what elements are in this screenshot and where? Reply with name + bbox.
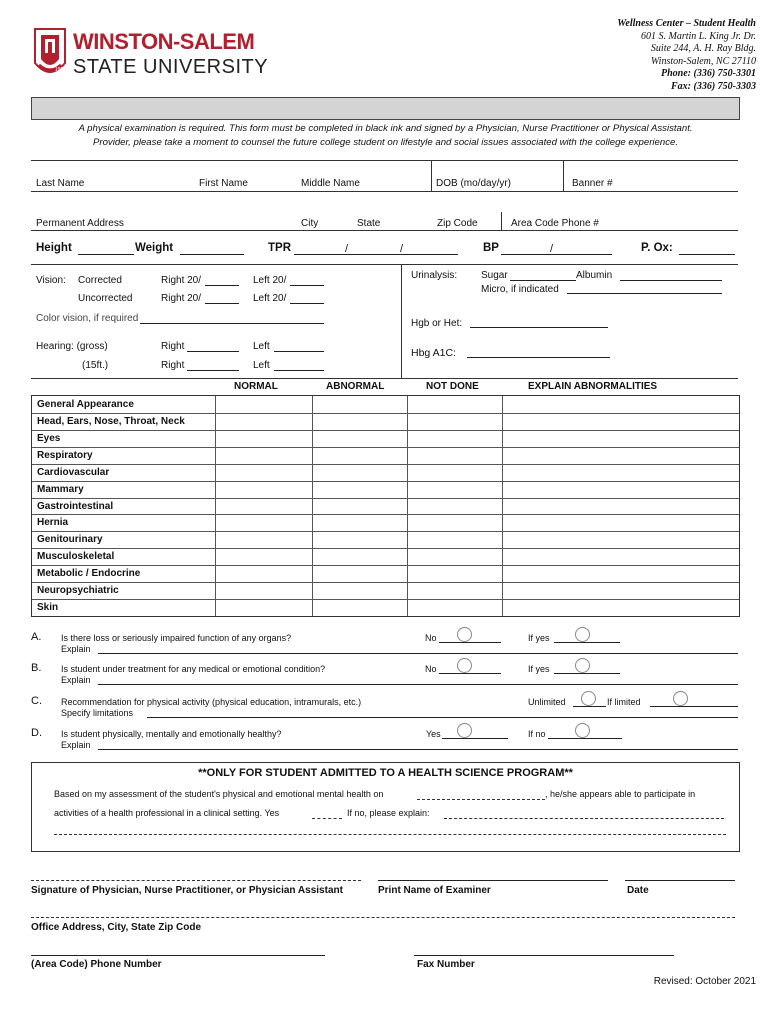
question-option-2-line bbox=[650, 706, 738, 707]
health-science-box bbox=[31, 762, 740, 852]
hearing-left-input[interactable] bbox=[274, 351, 324, 352]
address-street: 601 S. Martin L. King Jr. Dr. bbox=[640, 30, 756, 42]
hs-explain-input-2[interactable] bbox=[54, 834, 726, 835]
question-sub-label: Explain bbox=[61, 644, 91, 654]
address-suite: Suite 244, A. H. Ray Bldg. bbox=[650, 43, 756, 54]
color-vision-label: Color vision, if required bbox=[36, 313, 139, 324]
hearing-left-label: Left bbox=[253, 341, 270, 352]
question-option-2-radio[interactable] bbox=[575, 658, 590, 673]
question-option-2: If yes bbox=[528, 664, 550, 674]
not-done-cell[interactable] bbox=[408, 498, 501, 514]
vision-right-uncorrected-label: Right 20/ bbox=[161, 293, 202, 304]
university-logo bbox=[33, 25, 269, 85]
header-explain: EXPLAIN ABNORMALITIES bbox=[528, 381, 658, 392]
question-option-2: If limited bbox=[607, 697, 641, 707]
exam-row-label: Eyes bbox=[37, 432, 61, 444]
micro-label: Micro, if indicated bbox=[481, 284, 559, 295]
exam-table bbox=[31, 395, 740, 617]
normal-cell[interactable] bbox=[216, 430, 311, 446]
date-input[interactable] bbox=[625, 880, 735, 881]
question-text: Is student physically, mentally and emotionally healthy? bbox=[61, 729, 282, 739]
micro-input[interactable] bbox=[567, 293, 722, 294]
question-option-1-radio[interactable] bbox=[581, 691, 596, 706]
question-sub-label: Specify limitations bbox=[61, 708, 134, 718]
not-done-cell[interactable] bbox=[408, 413, 501, 429]
question-letter: D. bbox=[31, 727, 42, 739]
explain-cell[interactable] bbox=[503, 531, 738, 547]
not-done-cell[interactable] bbox=[408, 447, 501, 463]
explain-cell[interactable] bbox=[503, 565, 738, 581]
hearing-right-15ft-input[interactable] bbox=[187, 370, 239, 371]
office-address-label: Office Address, City, State Zip Code bbox=[31, 922, 202, 933]
abnormal-cell[interactable] bbox=[313, 498, 406, 514]
question-option-1: No bbox=[425, 633, 437, 643]
date-label: Date bbox=[627, 885, 649, 896]
height-label: Height bbox=[36, 242, 72, 254]
abnormal-cell[interactable] bbox=[313, 396, 406, 412]
exam-row-label: Hernia bbox=[37, 517, 69, 529]
vision-left-uncorrected-label: Left 20/ bbox=[253, 293, 287, 304]
exam-row-label: Metabolic / Endocrine bbox=[37, 568, 141, 580]
hs-line-1b: , he/she appears able to participate in bbox=[545, 789, 696, 799]
fax-number-input[interactable] bbox=[414, 955, 674, 956]
not-done-cell[interactable] bbox=[408, 481, 501, 497]
hs-line-2a: activities of a health professional in a clinical setting. Yes bbox=[54, 808, 280, 818]
explain-cell[interactable] bbox=[503, 548, 738, 564]
explain-cell[interactable] bbox=[503, 447, 738, 463]
normal-cell[interactable] bbox=[216, 548, 311, 564]
question-option-2-line bbox=[554, 673, 620, 674]
explain-cell[interactable] bbox=[503, 582, 738, 598]
abnormal-cell[interactable] bbox=[313, 413, 406, 429]
abnormal-cell[interactable] bbox=[313, 464, 406, 480]
print-name-input[interactable] bbox=[378, 880, 608, 881]
not-done-cell[interactable] bbox=[408, 464, 501, 480]
not-done-cell[interactable] bbox=[408, 565, 501, 581]
a1c-label: Hbg A1C: bbox=[411, 347, 456, 359]
vision-corrected-label: Corrected bbox=[78, 275, 122, 286]
intro-line-1: A physical examination is required. This form must be completed in black ink and signed by a Physician, Nurse Practitioner or Physical Assistant. bbox=[78, 123, 693, 134]
question-letter: B. bbox=[31, 662, 42, 674]
exam-row-label: Respiratory bbox=[37, 449, 93, 461]
exam-row-label: Gastrointestinal bbox=[37, 500, 114, 512]
question-option-2-radio[interactable] bbox=[575, 723, 590, 738]
question-sub-label: Explain bbox=[61, 740, 91, 750]
question-sub-label: Explain bbox=[61, 675, 91, 685]
address-title: Wellness Center – Student Health bbox=[617, 18, 756, 29]
header-not-done: NOT DONE bbox=[426, 381, 479, 392]
hearing-left-15ft-label: Left bbox=[253, 360, 270, 371]
vision-left-uncorrected-input[interactable] bbox=[290, 303, 324, 304]
not-done-cell[interactable] bbox=[408, 531, 501, 547]
pox-input[interactable] bbox=[679, 254, 735, 255]
address-phone: Phone: (336) 750-3301 bbox=[661, 68, 756, 79]
abnormal-cell[interactable] bbox=[313, 548, 406, 564]
hs-date-input[interactable] bbox=[417, 799, 545, 800]
phone-number-input[interactable] bbox=[31, 955, 325, 956]
normal-cell[interactable] bbox=[216, 565, 311, 581]
bp-label: BP bbox=[483, 242, 499, 254]
address-input[interactable] bbox=[31, 195, 731, 217]
exam-row-label: Mammary bbox=[37, 483, 84, 495]
hs-explain-input[interactable] bbox=[444, 818, 724, 819]
explain-cell[interactable] bbox=[503, 481, 738, 497]
name-input[interactable] bbox=[31, 161, 401, 177]
hs-line-1a: Based on my assessment of the student's physical and emotional mental health on bbox=[54, 789, 384, 799]
question-text: Is there loss or seriously impaired function of any organs? bbox=[61, 633, 292, 643]
albumin-label: Albumin bbox=[576, 270, 613, 281]
hearing-right-15ft-label: Right bbox=[161, 360, 185, 371]
normal-cell[interactable] bbox=[216, 582, 311, 598]
intro-line-2: Provider, please take a moment to counsel the future college student on lifestyle and social issues associated with the college experience. bbox=[92, 137, 679, 148]
abnormal-cell[interactable] bbox=[313, 514, 406, 530]
question-option-2-radio[interactable] bbox=[673, 691, 688, 706]
question-explain-input[interactable] bbox=[98, 653, 738, 654]
explain-cell[interactable] bbox=[503, 498, 738, 514]
tpr-label: TPR bbox=[268, 242, 291, 254]
question-option-1-radio[interactable] bbox=[457, 723, 472, 738]
vision-right-uncorrected-input[interactable] bbox=[205, 303, 239, 304]
question-explain-input[interactable] bbox=[147, 717, 738, 718]
header-abnormal: ABNORMAL bbox=[326, 381, 385, 392]
question-letter: A. bbox=[31, 631, 42, 643]
urinalysis-label: Urinalysis: bbox=[411, 270, 458, 281]
abnormal-cell[interactable] bbox=[313, 430, 406, 446]
vision-label: Vision: bbox=[36, 275, 66, 286]
explain-cell[interactable] bbox=[503, 464, 738, 480]
a1c-input[interactable] bbox=[467, 357, 610, 358]
exam-row-label: General Appearance bbox=[37, 399, 134, 410]
normal-cell[interactable] bbox=[216, 447, 311, 463]
first-name-label: First Name bbox=[199, 178, 248, 189]
signature-label: Signature of Physician, Nurse Practitioner, or Physician Assistant bbox=[31, 885, 343, 896]
question-option-1-line bbox=[573, 706, 606, 707]
tpr-slash-1: / bbox=[345, 243, 349, 255]
abnormal-cell[interactable] bbox=[313, 582, 406, 598]
question-explain-input[interactable] bbox=[98, 749, 738, 750]
dob-input[interactable] bbox=[432, 161, 562, 177]
revised-date: Revised: October 2021 bbox=[653, 976, 756, 987]
hgb-input[interactable] bbox=[470, 327, 608, 328]
pox-label: P. Ox: bbox=[641, 242, 673, 254]
middle-name-label: Middle Name bbox=[301, 178, 360, 189]
fax-number-label: Fax Number bbox=[417, 959, 475, 970]
abnormal-cell[interactable] bbox=[313, 599, 406, 615]
tpr-input[interactable] bbox=[294, 254, 458, 255]
question-letter: C. bbox=[31, 695, 42, 707]
normal-cell[interactable] bbox=[216, 481, 311, 497]
exam-row-label: Skin bbox=[37, 602, 59, 614]
question-option-2-radio[interactable] bbox=[575, 627, 590, 642]
abnormal-cell[interactable] bbox=[313, 565, 406, 581]
logo-line-2: STATE UNIVERSITY bbox=[73, 56, 269, 78]
question-text: Recommendation for physical activity (physical education, intramurals, etc.) bbox=[61, 697, 362, 707]
not-done-cell[interactable] bbox=[408, 548, 501, 564]
exam-row-label: Cardiovascular bbox=[37, 466, 110, 478]
normal-cell[interactable] bbox=[216, 599, 311, 615]
city-label: City bbox=[301, 218, 319, 229]
address-fax: Fax: (336) 750-3303 bbox=[671, 80, 756, 92]
banner-label: Banner # bbox=[572, 178, 613, 189]
hs-yes-input[interactable] bbox=[312, 818, 342, 819]
question-option-1: No bbox=[425, 664, 437, 674]
normal-cell[interactable] bbox=[216, 514, 311, 530]
hs-line-2b: If no, please explain: bbox=[347, 808, 430, 818]
abnormal-cell[interactable] bbox=[313, 481, 406, 497]
state-label: State bbox=[357, 218, 381, 229]
explain-cell[interactable] bbox=[503, 430, 738, 446]
signature-input[interactable] bbox=[31, 880, 361, 881]
not-done-cell[interactable] bbox=[408, 599, 501, 615]
exam-row-label: Head, Ears, Nose, Throat, Neck bbox=[37, 415, 185, 427]
logo-line-1: WINSTON-SALEM bbox=[73, 29, 255, 54]
question-text: Is student under treatment for any medical or emotional condition? bbox=[61, 664, 326, 674]
abnormal-cell[interactable] bbox=[313, 531, 406, 547]
question-option-2-line bbox=[548, 738, 622, 739]
exam-row-label: Musculoskeletal bbox=[37, 551, 115, 563]
hgb-label: Hgb or Het: bbox=[411, 318, 463, 329]
sugar-label: Sugar bbox=[481, 270, 508, 281]
not-done-cell[interactable] bbox=[408, 396, 501, 412]
question-option-2: If yes bbox=[528, 633, 550, 643]
hearing-right-label: Right bbox=[161, 341, 185, 352]
bp-input[interactable] bbox=[501, 254, 612, 255]
hearing-left-15ft-input[interactable] bbox=[274, 370, 324, 371]
normal-cell[interactable] bbox=[216, 413, 311, 429]
address-block bbox=[617, 18, 756, 93]
weight-input[interactable] bbox=[180, 254, 244, 255]
question-option-2: If no bbox=[528, 729, 546, 739]
question-option-1-line bbox=[439, 673, 501, 674]
not-done-cell[interactable] bbox=[408, 582, 501, 598]
normal-cell[interactable] bbox=[216, 396, 311, 412]
sugar-input[interactable] bbox=[510, 280, 576, 281]
health-science-title: **ONLY FOR STUDENT ADMITTED TO A HEALTH SCIENCE PROGRAM** bbox=[198, 767, 573, 779]
exam-row-label: Neuropsychiatric bbox=[37, 585, 119, 597]
question-option-1-line bbox=[442, 738, 508, 739]
vision-right-corrected-label: Right 20/ bbox=[161, 275, 202, 286]
exam-row-label: Genitourinary bbox=[37, 534, 103, 546]
zip-label: Zip Code bbox=[437, 218, 478, 229]
vision-right-corrected-input[interactable] bbox=[205, 285, 239, 286]
header-bar bbox=[31, 97, 740, 120]
normal-cell[interactable] bbox=[216, 464, 311, 480]
albumin-input[interactable] bbox=[620, 280, 722, 281]
banner-input[interactable] bbox=[564, 161, 736, 177]
hearing-ft-label: (15ft.) bbox=[82, 360, 109, 371]
vision-left-corrected-input[interactable] bbox=[290, 285, 324, 286]
weight-label: Weight bbox=[135, 242, 174, 254]
question-option-1-line bbox=[439, 642, 501, 643]
tpr-slash-2: / bbox=[400, 243, 404, 255]
normal-cell[interactable] bbox=[216, 498, 311, 514]
bp-slash: / bbox=[550, 243, 554, 255]
seal-year: 1892 bbox=[55, 67, 67, 73]
not-done-cell[interactable] bbox=[408, 430, 501, 446]
color-vision-input[interactable] bbox=[140, 323, 324, 324]
question-explain-input[interactable] bbox=[98, 684, 738, 685]
explain-cell[interactable] bbox=[503, 413, 738, 429]
not-done-cell[interactable] bbox=[408, 514, 501, 530]
question-option-1: Unlimited bbox=[528, 697, 566, 707]
abnormal-cell[interactable] bbox=[313, 447, 406, 463]
question-option-1: Yes bbox=[426, 729, 441, 739]
address-city: Winston-Salem, NC 27110 bbox=[650, 55, 756, 67]
hearing-right-input[interactable] bbox=[187, 351, 239, 352]
dob-label: DOB (mo/day/yr) bbox=[436, 178, 512, 189]
height-input[interactable] bbox=[78, 254, 134, 255]
question-option-2-line bbox=[554, 642, 620, 643]
phone-number-label: (Area Code) Phone Number bbox=[31, 959, 162, 970]
hearing-label: Hearing: (gross) bbox=[36, 341, 108, 352]
normal-cell[interactable] bbox=[216, 531, 311, 547]
address-label: Permanent Address bbox=[36, 218, 124, 229]
explain-cell[interactable] bbox=[503, 599, 738, 615]
question-option-1-radio[interactable] bbox=[457, 658, 472, 673]
header-normal: NORMAL bbox=[234, 381, 278, 392]
explain-cell[interactable] bbox=[503, 396, 738, 412]
vision-uncorrected-label: Uncorrected bbox=[78, 293, 133, 304]
vision-left-corrected-label: Left 20/ bbox=[253, 275, 287, 286]
explain-cell[interactable] bbox=[503, 514, 738, 530]
last-name-label: Last Name bbox=[36, 178, 85, 189]
phone-label: Area Code Phone # bbox=[511, 218, 599, 229]
question-option-1-radio[interactable] bbox=[457, 627, 472, 642]
print-name-label: Print Name of Examiner bbox=[378, 885, 491, 896]
office-address-input[interactable] bbox=[31, 917, 735, 918]
